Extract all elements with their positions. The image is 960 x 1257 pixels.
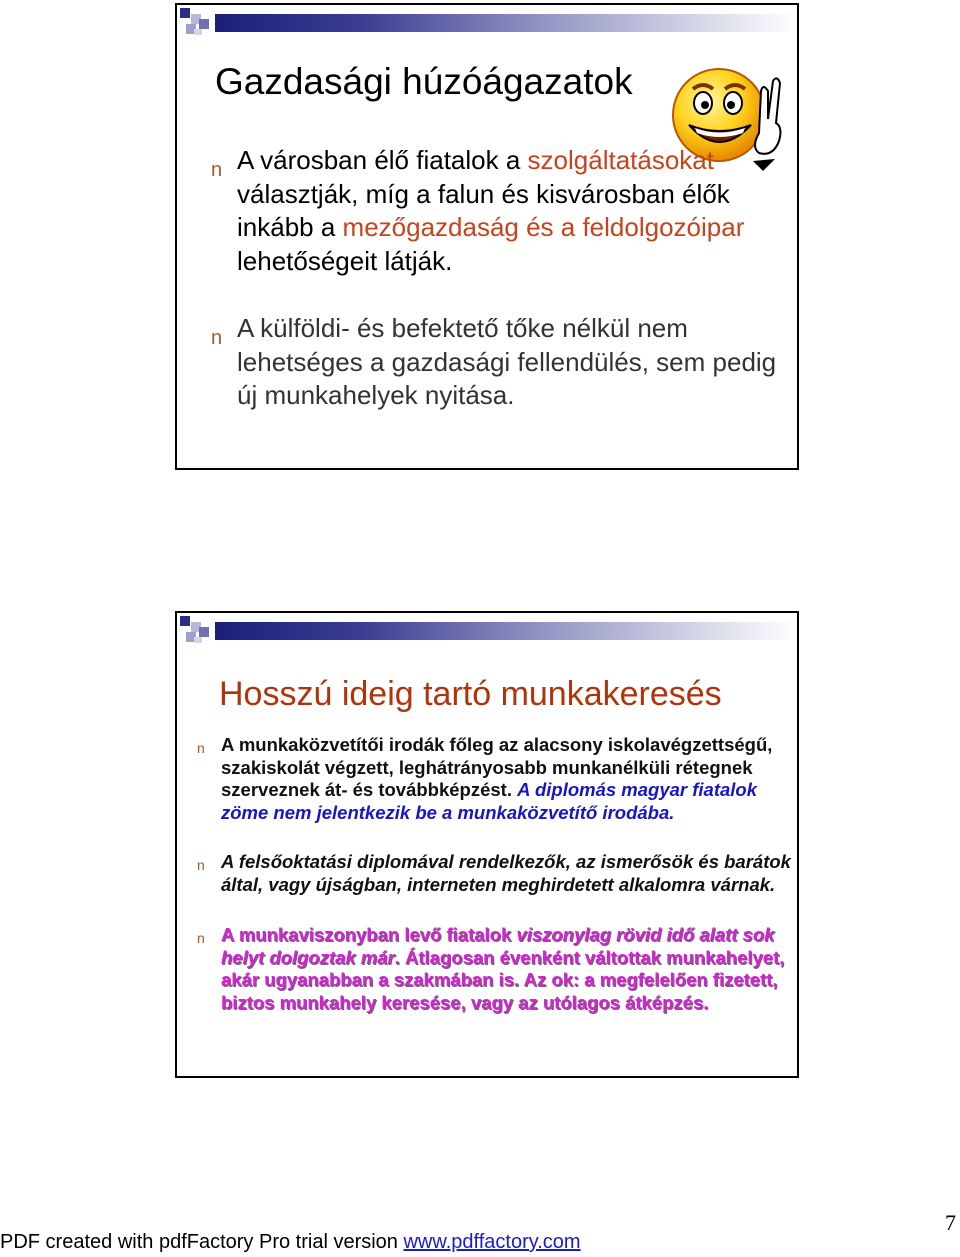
slide-2	[175, 611, 799, 1078]
slide-header-bar	[177, 5, 797, 35]
bullet-marker: n	[211, 327, 223, 349]
slide-2-bullet-3: A munkaviszonyban levő fiatalok viszonylag rövid idő alatt sok helyt dolgoztak már. Átlagosan évenként váltottak munkahelyet, akár ugyanabban a szakmában is. Az ok: a megfelelően fizetett, biztos munkahely keresése, vagy az utólagos átképzés.	[221, 924, 785, 1013]
bullet-marker: n	[197, 740, 205, 756]
slide-1-title: Gazdasági húzóágazatok	[215, 61, 633, 102]
diploma-note: A diplomás magyar fiatalok zöme nem jelentkezik be a munkaközvetítő irodába.	[221, 779, 758, 823]
slide-1	[175, 3, 799, 470]
bullet-marker: n	[197, 930, 205, 946]
slide-1-bullet-1: A városban élő fiatalok a szolgáltatásokat választják, míg a falun és kisvárosban élők inkább a mezőgazdaság és a feldolgozóipar lehetőségeit látják.	[237, 145, 745, 276]
pdf-footer: PDF created with pdfFactory Pro trial version www.pdffactory.com	[0, 1231, 581, 1253]
slide-header-bar	[177, 613, 797, 643]
slide-2-title: Hosszú ideig tartó munkakeresés	[219, 675, 722, 713]
slide-2-bullet-2: A felsőoktatási diplomával rendelkezők, az ismerősök és barátok által, vagy újságban, interneten meghirdetett alkalomra várnak.	[221, 851, 791, 895]
highlight-agriculture: mezőgazdaság és a feldolgozóipar	[342, 212, 745, 242]
slide-1-bullet-2: A külföldi- és befektető tőke nélkül nem lehetséges a gazdasági fellendülés, sem pedig új munkahelyek nyitása.	[237, 313, 777, 410]
highlight-services: szolgáltatásokat	[527, 145, 714, 175]
bullet-marker: n	[211, 159, 223, 181]
bullet-marker: n	[197, 857, 205, 873]
slide-2-bullet-1: A munkaközvetítői irodák főleg az alacsony iskolavégzettségű, szakiskolát végzett, leghátrányosabb munkanélküli rétegnek szerveznek át- és továbbképzést. A diplomás magyar fiatalok zöme nem jelentkezik be a munkaközvetítő irodába.	[221, 734, 773, 823]
page-number: 7	[945, 1210, 956, 1235]
pdffactory-link[interactable]: www.pdffactory.com	[403, 1231, 581, 1253]
